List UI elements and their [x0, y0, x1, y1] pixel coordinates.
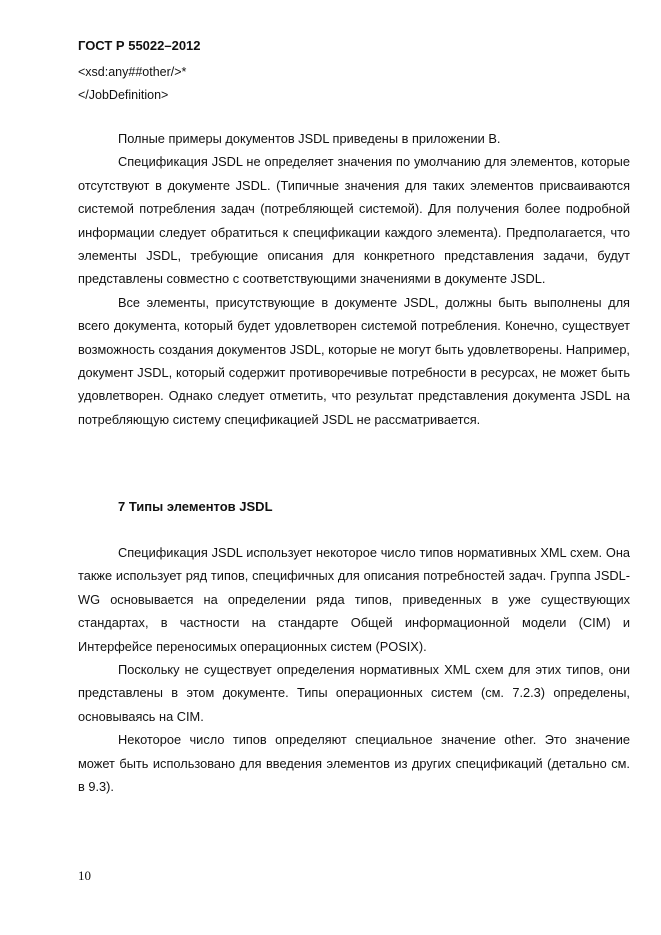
paragraph: Некоторое число типов определяют специальное значение other. Это значение может быть использовано для введения элементов из других спецификаций (детально см. в 9.3). [78, 732, 630, 795]
code-line: <xsd:any##other/>* [78, 65, 187, 79]
section-title: 7 Типы элементов JSDL [118, 499, 273, 514]
paragraph: Спецификация JSDL использует некоторое число типов нормативных XML схем. Она также использует ряд типов, специфичных для описания потребностей задач. Группа JSDL-WG основывается на определении ряда типов, приведенных в уже существующих стандартах, в частности на стандарте Общей информационной модели (CIM) и Интерфейсе переносимых операционных систем (POSIX). [78, 545, 630, 654]
body-text-top [78, 127, 630, 431]
paragraph: Поскольку не существует определения нормативных XML схем для этих типов, они представлены в этом документе. Типы операционных систем (см. 7.2.3) определены, основываясь на CIM. [78, 662, 630, 724]
paragraph: Полные примеры документов JSDL приведены в приложении В. [118, 131, 501, 146]
page-number: 10 [78, 868, 91, 883]
paragraph: Все элементы, присутствующие в документе JSDL, должны быть выполнены для всего документа, который будет удовлетворен системой потребления. Конечно, существует возможность создания документов JSDL, которые не могут быть удовлетворены. Например, документ JSDL, который содержит противоречивые потребности в ресурсах, не может быть удовлетворен. Однако следует отметить, что результат представления документа JSDL на потребляющую систему спецификацией JSDL не рассматривается. [78, 294, 630, 427]
standard-header: ГОСТ Р 55022–2012 [78, 38, 201, 53]
code-line: </JobDefinition> [78, 88, 169, 102]
body-text-section [78, 541, 630, 798]
paragraph: Спецификация JSDL не определяет значения по умолчанию для элементов, которые отсутствуют в документе JSDL. (Типичные значения для таких элементов присваиваются системой потребления задач (потребляющей системой). Для получения более подробной информации следует обратиться к спецификации каждого элемента). Предполагается, что элементы JSDL, требующие описания для конкретного представления задачи, будут представлены совместно с соответствующими значениями в документе JSDL. [78, 154, 630, 287]
